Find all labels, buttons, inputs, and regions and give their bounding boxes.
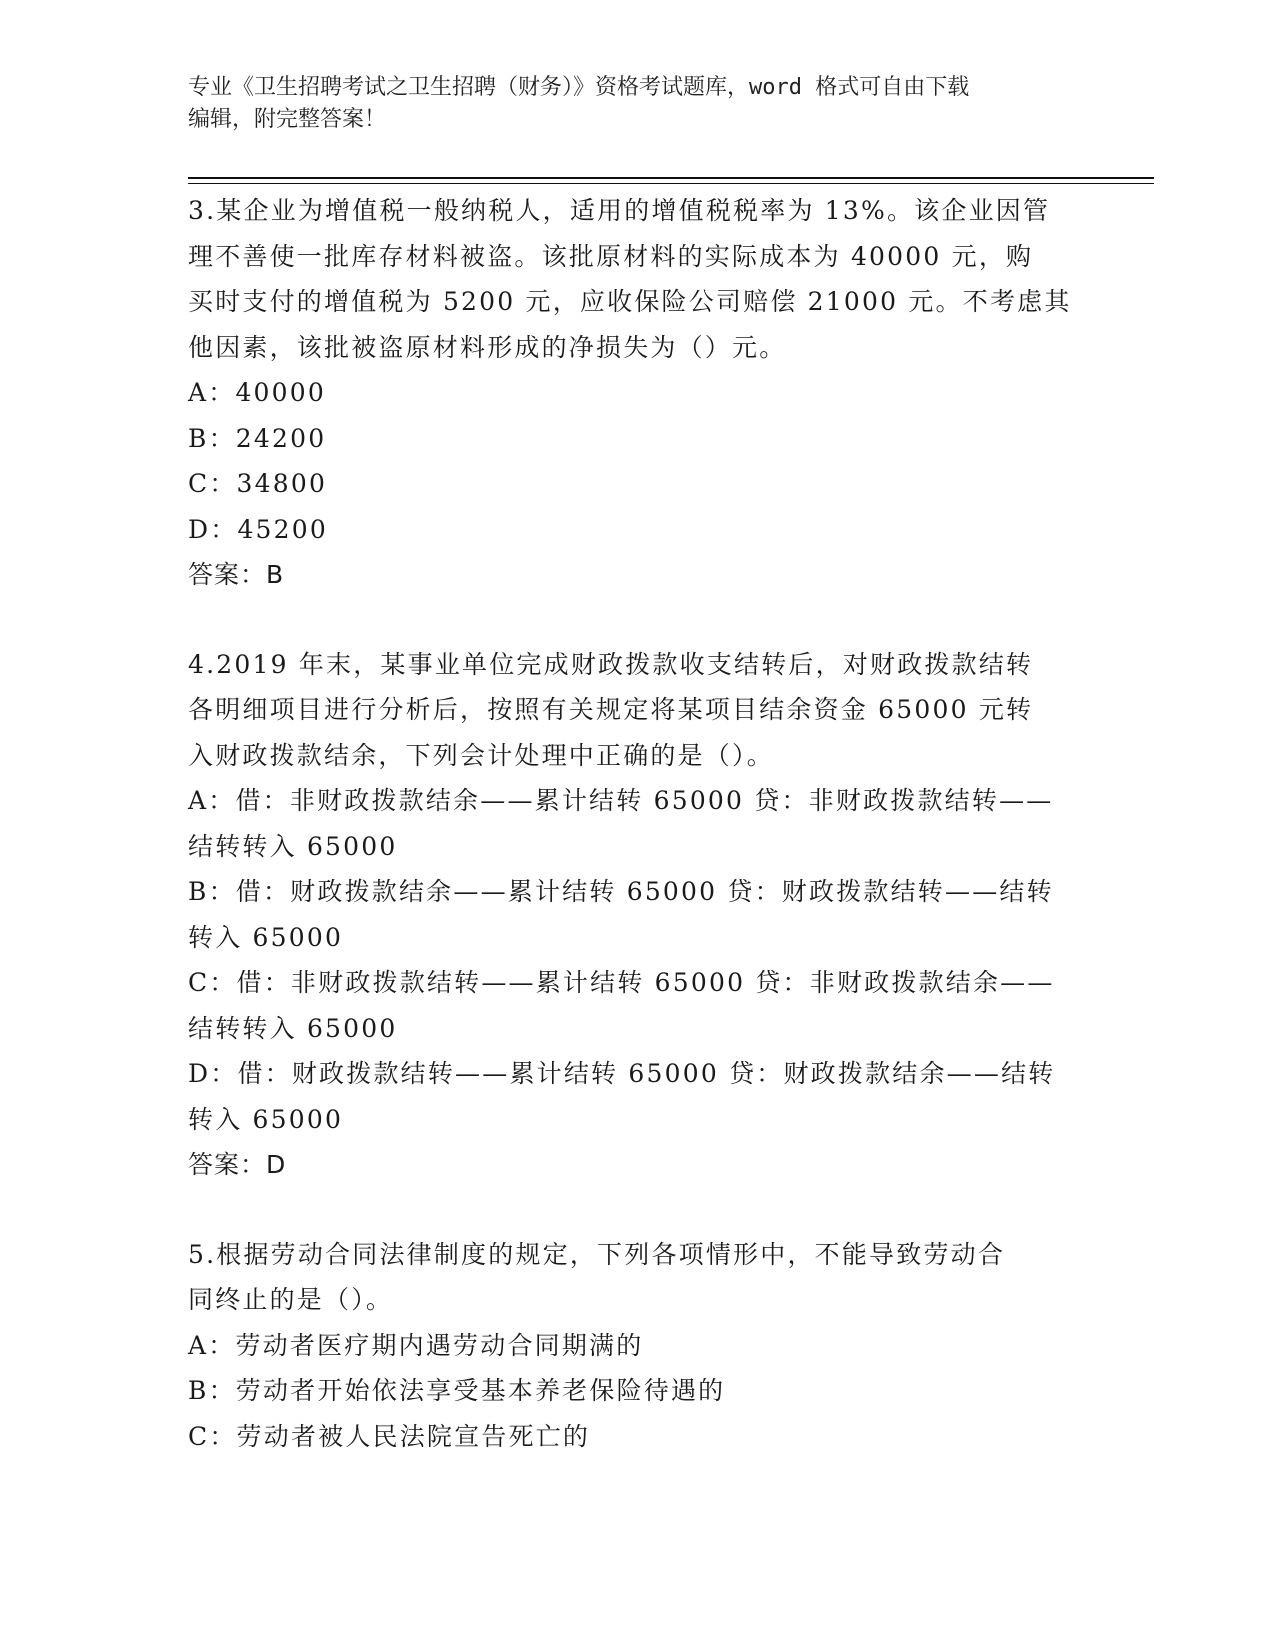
option-c: C：借：非财政拨款结转——累计结转 65000 贷：非财政拨款结余——: [188, 968, 1055, 997]
question-spacer: [188, 598, 1088, 642]
option-b: B：劳动者开始依法享受基本养老保险待遇的: [188, 1376, 726, 1405]
option-d-continued: 转入 65000: [188, 1104, 344, 1134]
question-list: [188, 188, 1088, 1459]
header-divider-thin: [188, 183, 1154, 184]
question-stem-line: 理不善使一批库存材料被盗。该批原材料的实际成本为 40000 元，购: [188, 241, 1034, 271]
option-a: A：借：非财政拨款结余——累计结转 65000 贷：非财政拨款结转——: [188, 786, 1054, 815]
option-c: C：劳动者被人民法院宣告死亡的: [188, 1421, 591, 1451]
question-stem-line: 买时支付的增值税为 5200 元，应收保险公司赔偿 21000 元。不考虑其: [188, 287, 1072, 316]
question-stem-line: 各明细项目进行分析后，按照有关规定将某项目结余资金 65000 元转: [188, 695, 1034, 724]
option-d: D：45200: [188, 514, 328, 544]
question-stem-line: 5.根据劳动合同法律制度的规定，下列各项情形中，不能导致劳动合: [188, 1239, 1006, 1269]
answer-line: 答案：D: [188, 1150, 287, 1179]
question-stem-line: 同终止的是（）。: [188, 1285, 394, 1314]
question-spacer: [188, 1188, 1088, 1232]
option-a: A：40000: [188, 378, 326, 407]
question-5: [188, 1232, 1088, 1460]
question-4: [188, 642, 1088, 1188]
document-header: [188, 72, 1078, 136]
question-stem-line: 他因素，该批被盗原材料形成的净损失为（）元。: [188, 332, 787, 362]
option-a-continued: 结转转入 65000: [188, 831, 398, 861]
question-stem-line: 4.2019 年末，某事业单位完成财政拨款收支结转后，对财政拨款结转: [188, 649, 1034, 679]
option-a: A：劳动者医疗期内遇劳动合同期满的: [188, 1330, 644, 1360]
option-b: B：24200: [188, 423, 327, 453]
question-stem-line: 入财政拨款结余，下列会计处理中正确的是（）。: [188, 740, 774, 770]
question-stem-line: 3.某企业为增值税一般纳税人，适用的增值税税率为 13%。该企业因管: [188, 196, 1051, 225]
header-line-2: 编辑，附完整答案！: [188, 107, 387, 132]
option-d: D：借：财政拨款结转——累计结转 65000 贷：财政拨款结余——结转: [188, 1059, 1056, 1088]
option-b-continued: 转入 65000: [188, 922, 344, 952]
option-c-continued: 结转转入 65000: [188, 1013, 398, 1043]
option-c: C：34800: [188, 469, 328, 498]
header-divider-thick: [188, 177, 1154, 179]
answer-line: 答案：B: [188, 560, 285, 589]
header-line-1: 专业《卫生招聘考试之卫生招聘（财务）》资格考试题库，word 格式可自由下载: [188, 75, 970, 100]
option-b: B：借：财政拨款结余——累计结转 65000 贷：财政拨款结转——结转: [188, 877, 1054, 906]
question-3: [188, 188, 1088, 598]
